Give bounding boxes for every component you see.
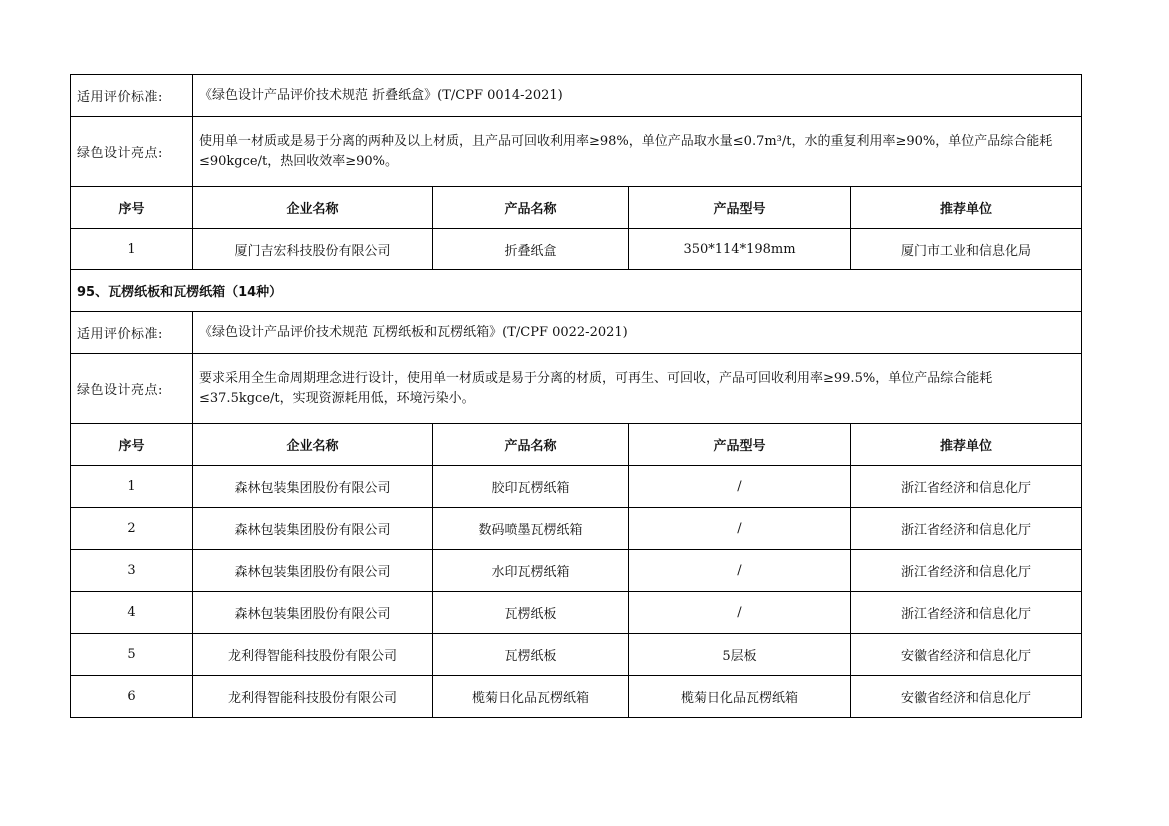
header-cell-company: 企业名称 [193,187,433,229]
table-row [71,466,1082,508]
section-title-row [71,270,1082,312]
cell-recommender: 厦门市工业和信息化局 [851,229,1082,270]
table-row [71,508,1082,550]
cell-index: 1 [71,466,193,508]
cell-company: 龙利得智能科技股份有限公司 [193,676,433,718]
table-row [71,676,1082,718]
cell-recommender: 浙江省经济和信息化厅 [851,550,1082,592]
cell-company: 厦门吉宏科技股份有限公司 [193,229,433,270]
cell-recommender: 浙江省经济和信息化厅 [851,592,1082,634]
header-cell-index: 序号 [71,424,193,466]
cell-product: 榄菊日化品瓦楞纸箱 [433,676,629,718]
cell-index: 3 [71,550,193,592]
cell-recommender: 安徽省经济和信息化厅 [851,634,1082,676]
header-cell-model: 产品型号 [629,187,851,229]
table-row [71,634,1082,676]
cell-index: 4 [71,592,193,634]
standard-value: 《绿色设计产品评价技术规范 瓦楞纸板和瓦楞纸箱》(T/CPF 0022-2021) [193,312,1082,354]
cell-model: / [629,508,851,550]
header-row [71,187,1082,229]
cell-product: 折叠纸盒 [433,229,629,270]
standard-value: 《绿色设计产品评价技术规范 折叠纸盒》(T/CPF 0014-2021) [193,75,1082,117]
cell-model: 5层板 [629,634,851,676]
cell-product: 水印瓦楞纸箱 [433,550,629,592]
header-cell-recommender: 推荐单位 [851,187,1082,229]
cell-product: 瓦楞纸板 [433,592,629,634]
product-table [70,74,1082,718]
header-row [71,424,1082,466]
cell-index: 6 [71,676,193,718]
cell-company: 森林包装集团股份有限公司 [193,592,433,634]
table-row [71,592,1082,634]
cell-index: 5 [71,634,193,676]
cell-product: 数码喷墨瓦楞纸箱 [433,508,629,550]
header-cell-recommender: 推荐单位 [851,424,1082,466]
highlight-value: 要求采用全生命周期理念进行设计，使用单一材质或是易于分离的材质，可再生、可回收，产品可回收利用率≥99.5%，单位产品综合能耗≤37.5kgce/t，实现资源耗用低，环境污染小。 [193,354,1082,424]
standard-row [71,312,1082,354]
standard-label: 适用评价标准: [71,312,193,354]
highlight-row [71,354,1082,424]
standard-label: 适用评价标准: [71,75,193,117]
cell-model: 350*114*198mm [629,229,851,270]
cell-product: 胶印瓦楞纸箱 [433,466,629,508]
header-cell-product: 产品名称 [433,187,629,229]
cell-model: 榄菊日化品瓦楞纸箱 [629,676,851,718]
standard-row [71,75,1082,117]
cell-company: 森林包装集团股份有限公司 [193,508,433,550]
cell-recommender: 浙江省经济和信息化厅 [851,508,1082,550]
highlight-label: 绿色设计亮点: [71,117,193,187]
header-cell-product: 产品名称 [433,424,629,466]
cell-company: 龙利得智能科技股份有限公司 [193,634,433,676]
highlight-row [71,117,1082,187]
header-cell-model: 产品型号 [629,424,851,466]
highlight-label: 绿色设计亮点: [71,354,193,424]
cell-model: / [629,592,851,634]
table-row [71,229,1082,270]
header-cell-company: 企业名称 [193,424,433,466]
cell-company: 森林包装集团股份有限公司 [193,550,433,592]
cell-model: / [629,466,851,508]
cell-index: 2 [71,508,193,550]
table-row [71,550,1082,592]
section-title: 95、瓦楞纸板和瓦楞纸箱（14种） [71,270,1082,312]
header-cell-index: 序号 [71,187,193,229]
cell-company: 森林包装集团股份有限公司 [193,466,433,508]
cell-model: / [629,550,851,592]
cell-index: 1 [71,229,193,270]
cell-recommender: 安徽省经济和信息化厅 [851,676,1082,718]
cell-product: 瓦楞纸板 [433,634,629,676]
cell-recommender: 浙江省经济和信息化厅 [851,466,1082,508]
highlight-value: 使用单一材质或是易于分离的两种及以上材质，且产品可回收利用率≥98%，单位产品取水量≤0.7m³/t，水的重复利用率≥90%，单位产品综合能耗≤90kgce/t，热回收效率≥90%。 [193,117,1082,187]
